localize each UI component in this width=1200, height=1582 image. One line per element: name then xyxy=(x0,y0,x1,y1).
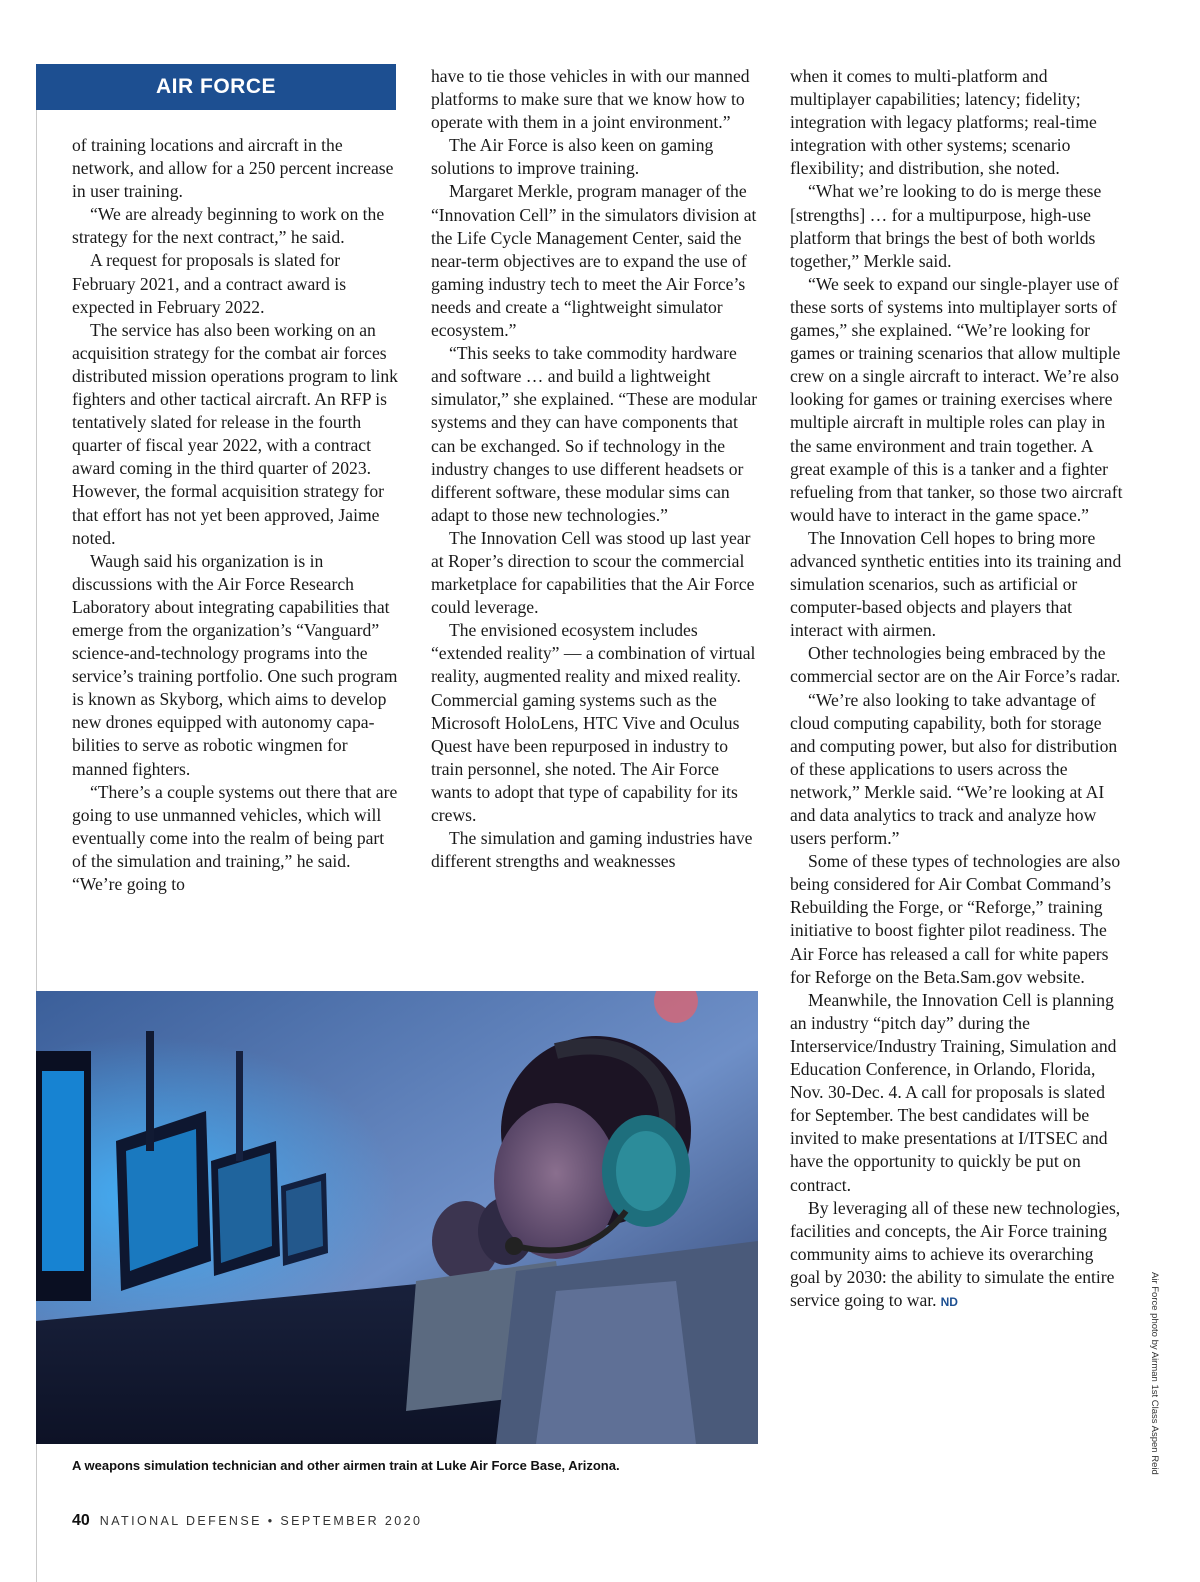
paragraph: “We seek to expand our single-player use of these sorts of systems into multiplayer sorts of games,” she explained. “We’re looking for games or training scenarios that allow multiple crew on a single aircraft to interact. We’re also looking for games or training exercises where multiple aircraft in multiple roles can play in the same environment and train together. A great example of this is a tanker and a fighter refueling from that tanker, so those two aircraft would have to interact in the game space.” xyxy=(790,273,1123,525)
paragraph: “We are already beginning to work on the strategy for the next contract,” he said. xyxy=(72,204,385,248)
paragraph-text: By leveraging all of these new technologies, facilities and concepts, the Air Force training community aims to achieve its overarching goal by 2030: the ability to simulate the entire service going to war. xyxy=(790,1197,1121,1310)
article-column-1 xyxy=(72,134,402,896)
paragraph: A request for proposals is slated for February 2021, and a contract award is expected in February 2022. xyxy=(72,250,347,317)
paragraph: of training locations and aircraft in the network, and allow for a 250 percent increase in user training. xyxy=(72,135,394,202)
article-column-2 xyxy=(431,65,761,873)
paragraph: Other technologies being embraced by the commercial sector are on the Air Force’s radar. xyxy=(790,643,1121,687)
paragraph: The Innovation Cell was stood up last year at Roper’s direction to scour the commercial marketplace for capabilities that the Air Force could leverage. xyxy=(431,527,755,618)
paragraph: The Air Force is also keen on gaming solutions to improve training. xyxy=(431,135,714,179)
section-banner: AIR FORCE xyxy=(36,64,396,110)
paragraph: The envisioned ecosystem includes “extended reality” — a combination of virtual reality, augmented reality and mixed reality. Commercial gaming systems such as the Microsoft HoloLens, HTC Vive and Oculus Quest have been repurposed in industry to train personnel, she noted. The Air Force wants to adopt that type of capability for its crews. xyxy=(431,620,756,825)
paragraph: when it comes to multi-platform and multiplayer capabilities; latency; fidelity; integration with legacy platforms; real-time integration with other systems; scenario flexibility; and distribution, she noted. xyxy=(790,66,1097,179)
paragraph: Waugh said his organization is in discussions with the Air Force Research Laboratory about integrating capabilities that emerge from the organization’s “Vanguard” science-and-technology programs into the service’s training portfolio. One such program is known as Skyborg, which aims to develop new drones equipped with autonomy capabilities to serve as robotic wingmen for manned fighters. xyxy=(72,550,398,779)
photo-credit: Air Force photo by Airman 1st Class Aspen Reid xyxy=(1149,1272,1160,1475)
paragraph: “This seeks to take commodity hardware and software … and build a lightweight simulator,” she explained. “These are modular systems and they can have components that can be exchanged. So if technology in the industry changes to use different headsets or different software, these modular sims can adapt to those new technologies.” xyxy=(431,343,758,525)
paragraph: Meanwhile, the Innovation Cell is planning an industry “pitch day” during the Interservice/Industry Training, Simulation and Education Conference, in Orlando, Florida, Nov. 30-Dec. 4. A call for proposals is slated for September. The best candidates will be invited to make presentations at I/ITSEC and have the opportunity to quickly be put on contract. xyxy=(790,989,1117,1195)
paragraph: The Innovation Cell hopes to bring more advanced synthetic entities into its training and simulation scenarios, such as artificial or computer-based objects and players that interact with airmen. xyxy=(790,527,1122,641)
page-footer xyxy=(72,1512,422,1530)
end-mark: ND xyxy=(940,1294,958,1309)
paragraph: Some of these types of technologies are also being considered for Air Combat Command’s Rebuilding the Forge, or “Reforge,” training initiative to boost fighter pilot readiness. The Air Force has released a call for white papers for Reforge on the Beta.Sam.gov website. xyxy=(790,851,1121,987)
paragraph: “There’s a couple systems out there that are going to use unmanned vehicles, which will eventually come into the realm of being part of the simulation and training,” he said. “We’re going to xyxy=(72,781,398,894)
paragraph xyxy=(790,1197,1126,1314)
paragraph: “What we’re looking to do is merge these [strengths] … for a multipurpose, high-use platform that brings the best of both worlds together,” Merkle said. xyxy=(790,181,1102,271)
publication-line: NATIONAL DEFENSE • SEPTEMBER 2020 xyxy=(99,1514,423,1528)
paragraph: “We’re also looking to take advantage of cloud computing capability, both for storage and computing power, but also for distribution of these applications to users across the network,” Merkle said. “We’re looking at AI and data analytics to track and analyze how users perform.” xyxy=(790,689,1118,849)
article-column-3 xyxy=(790,65,1126,1314)
paragraph: The simulation and gaming industries have different strengths and weaknesses xyxy=(431,828,753,872)
photo-caption: A weapons simulation technician and other airmen train at Luke Air Force Base, Arizona. xyxy=(72,1458,620,1473)
paragraph: have to tie those vehicles in with our manned platforms to make sure that we know how to operate with them in a joint environment.” xyxy=(431,66,750,133)
page-number: 40 xyxy=(72,1512,90,1529)
paragraph: Margaret Merkle, program manager of the “Innovation Cell” in the simulators division at the Life Cycle Management Center, said the near-term objectives are to expand the use of gaming industry tech to meet the Air Force’s needs and create a “lightweight simulator ecosystem.” xyxy=(431,181,757,341)
article-photo xyxy=(36,991,758,1444)
paragraph: The service has also been working on an acquisition strategy for the combat air forces distributed mission operations program to link fighters and other tactical aircraft. An RFP is tentatively slated for release in the fourth quarter of fiscal year 2022, with a contract award coming in the third quarter of 2023. However, the formal acquisition strategy for that effort has not yet been approved, Jaime noted. xyxy=(72,319,398,548)
